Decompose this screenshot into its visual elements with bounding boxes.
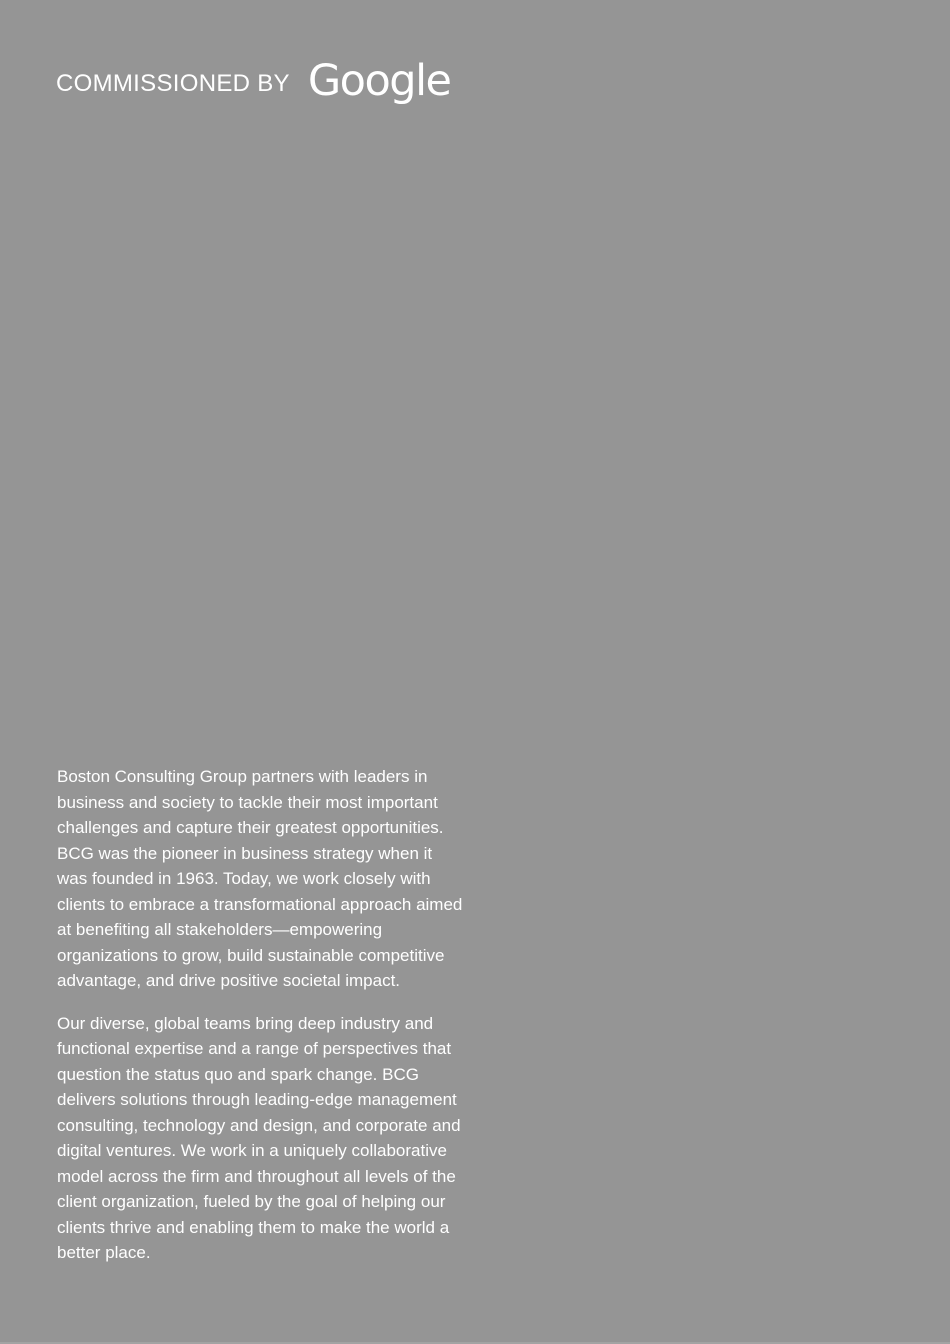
commissioned-by-label: COMMISSIONED BY [56, 70, 290, 97]
about-paragraph-1: Boston Consulting Group partners with leaders in business and society to tackle their most important challenges and capture their greatest opportunities. BCG was the pioneer in business strategy when it was founded in 1963. Today, we work closely with clients to embrace a transformational approach aimed at benefiting all stakeholders—empowering organizations to grow, build sustainable competitive advantage, and drive positive societal impact. [57, 767, 463, 990]
commissioned-header [56, 56, 451, 106]
google-logo: Google [307, 56, 451, 106]
about-paragraph-2: Our diverse, global teams bring deep industry and functional expertise and a range of perspectives that question the status quo and spark change. BCG delivers solutions through leading-edge management consulting, technology and design, and corporate and digital ventures. We work in a uniquely collaborative model across the firm and throughout all levels of the client organization, fueled by the goal of helping our clients thrive and enabling them to make the world a better place. [57, 1013, 461, 1262]
about-bcg-section [57, 764, 467, 1283]
